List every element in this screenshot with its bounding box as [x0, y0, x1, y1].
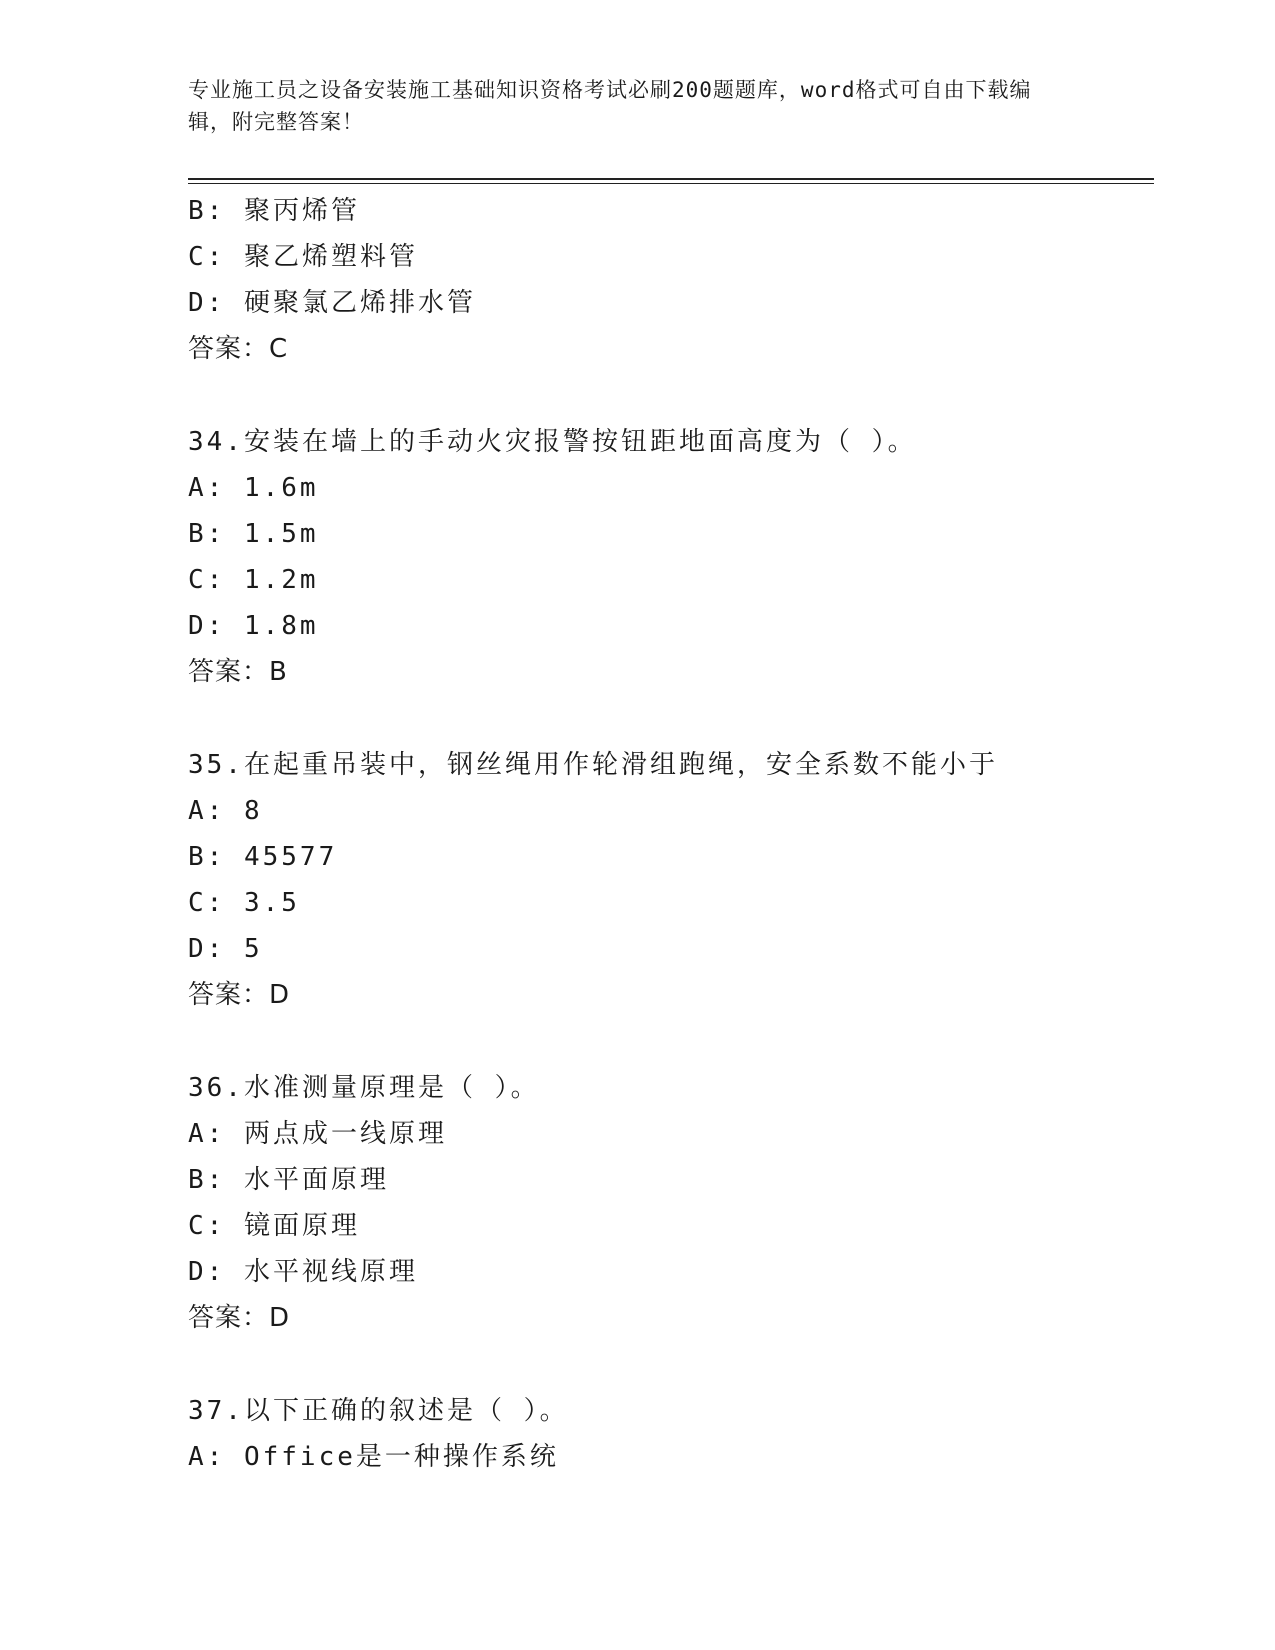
option-d: D: 水平视线原理: [188, 1257, 418, 1287]
question-gap: [188, 372, 1148, 419]
question-stem: 35.在起重吊装中，钢丝绳用作轮滑组跑绳，安全系数不能小于: [188, 750, 998, 780]
answer-line: 答案：B: [188, 657, 288, 687]
question-stem: 37.以下正确的叙述是（ ）。: [188, 1396, 569, 1426]
question-block-continued: [188, 188, 1148, 372]
option-d: D: 5: [188, 934, 263, 964]
option-b: B: 45577: [188, 842, 338, 872]
option-c: C: 1.2m: [188, 565, 319, 595]
option-b: B: 1.5m: [188, 519, 319, 549]
option-a: A: 1.6m: [188, 473, 319, 503]
question-block: [188, 1388, 1148, 1480]
question-stem: 34.安装在墙上的手动火灾报警按钮距地面高度为（ ）。: [188, 427, 917, 457]
option-a: A: 8: [188, 796, 263, 826]
option-b: B: 聚丙烯管: [188, 196, 360, 226]
option-d: D: 1.8m: [188, 611, 319, 641]
question-block: [188, 742, 1148, 1018]
option-c: C: 聚乙烯塑料管: [188, 242, 418, 272]
question-gap: [188, 1018, 1148, 1065]
header-divider-thick: [188, 178, 1154, 180]
option-c: C: 镜面原理: [188, 1211, 360, 1241]
question-gap: [188, 695, 1148, 742]
answer-line: 答案：D: [188, 980, 291, 1010]
option-a: A: 两点成一线原理: [188, 1119, 447, 1149]
question-block: [188, 419, 1148, 695]
option-c: C: 3.5: [188, 888, 300, 918]
option-b: B: 水平面原理: [188, 1165, 389, 1195]
header-divider-thin: [188, 183, 1154, 184]
document-title: 专业施工员之设备安装施工基础知识资格考试必刷200题题库，word格式可自由下载编辑，附完整答案！: [188, 78, 1032, 134]
question-list: [188, 188, 1148, 1480]
question-stem: 36.水准测量原理是（ ）。: [188, 1073, 540, 1103]
question-gap: [188, 1341, 1148, 1388]
option-a: A: Office是一种操作系统: [188, 1442, 559, 1472]
answer-line: 答案：D: [188, 1303, 291, 1333]
answer-line: 答案：C: [188, 334, 289, 364]
option-d: D: 硬聚氯乙烯排水管: [188, 288, 476, 318]
question-block: [188, 1065, 1148, 1341]
